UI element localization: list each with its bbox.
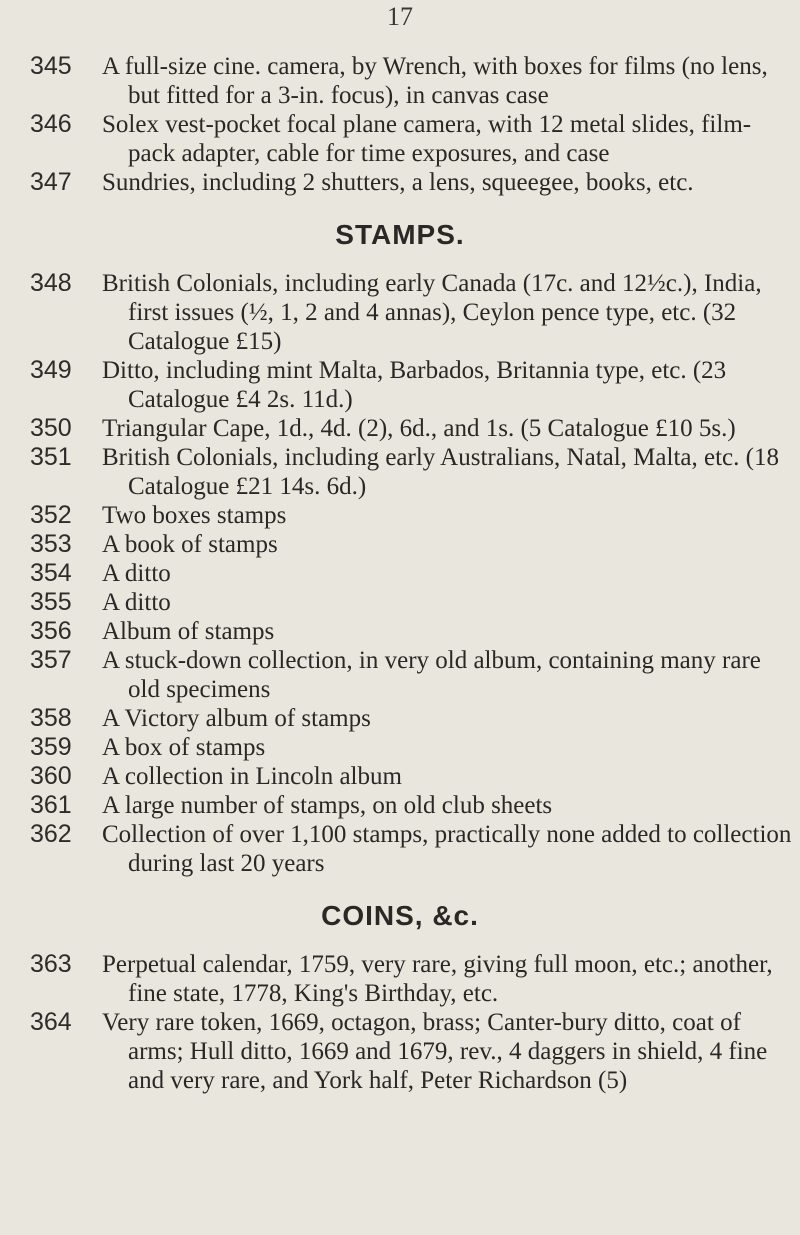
lot-description: A box of stamps	[102, 734, 266, 761]
lot-description: Very rare token, 1669, octagon, brass; Canter-bury ditto, coat of arms; Hull ditto, 1669 and 1679, rev., 4 daggers in shield, 4 fine and very rare, and York half, Peter Richardson (5)	[102, 1009, 768, 1094]
page-number: 17	[387, 2, 413, 31]
lot-number: 348	[30, 269, 72, 297]
lot-number: 345	[30, 52, 72, 80]
lot-description: A ditto	[102, 560, 171, 587]
section-heading-coins: COINS, &c.	[321, 900, 479, 931]
lot-number: 347	[30, 168, 72, 196]
lot-description: A stuck-down collection, in very old album, containing many rare old specimens	[102, 647, 761, 703]
lot-number: 351	[30, 443, 72, 471]
lot-number: 363	[30, 950, 72, 978]
lot-description: A full-size cine. camera, by Wrench, with boxes for films (no lens, but fitted for a 3-in. focus), in canvas case	[102, 53, 768, 109]
lot-description: Triangular Cape, 1d., 4d. (2), 6d., and 1s. (5 Catalogue £10 5s.)	[102, 415, 736, 442]
lot-description: Collection of over 1,100 stamps, practically none added to collection during last 20 years	[102, 821, 792, 877]
lot-number: 353	[30, 530, 72, 558]
lot-description: A Victory album of stamps	[102, 705, 371, 732]
lot-description: A collection in Lincoln album	[102, 763, 402, 790]
lot-description: Solex vest-pocket focal plane camera, with 12 metal slides, film-pack adapter, cable for time exposures, and case	[102, 111, 752, 167]
lot-description: A book of stamps	[102, 531, 278, 558]
lot-number: 355	[30, 588, 72, 616]
lot-number: 349	[30, 356, 72, 384]
lot-number: 352	[30, 501, 72, 529]
lot-description: A ditto	[102, 589, 171, 616]
lot-number: 360	[30, 762, 72, 790]
lot-description: British Colonials, including early Australians, Natal, Malta, etc. (18 Catalogue £21 14s. 6d.)	[102, 444, 779, 500]
lot-number: 361	[30, 791, 72, 819]
lot-number: 346	[30, 110, 72, 138]
lot-number: 358	[30, 704, 72, 732]
lot-description: Two boxes stamps	[102, 502, 287, 529]
lot-number: 354	[30, 559, 72, 587]
section-heading-stamps: STAMPS.	[335, 219, 465, 250]
lot-description: Ditto, including mint Malta, Barbados, Britannia type, etc. (23 Catalogue £4 2s. 11d.)	[102, 357, 727, 413]
lot-number: 364	[30, 1008, 72, 1036]
lot-number: 359	[30, 733, 72, 761]
lot-description: Sundries, including 2 shutters, a lens, squeegee, books, etc.	[102, 169, 694, 196]
lot-number: 362	[30, 820, 72, 848]
lot-description: Album of stamps	[102, 618, 275, 645]
lot-number: 350	[30, 414, 72, 442]
lot-description: Perpetual calendar, 1759, very rare, giving full moon, etc.; another, fine state, 1778, King's Birthday, etc.	[102, 951, 773, 1007]
lot-number: 357	[30, 646, 72, 674]
lot-description: A large number of stamps, on old club sheets	[102, 792, 553, 819]
lot-description: British Colonials, including early Canada (17c. and 12½c.), India, first issues (½, 1, 2 and 4 annas), Ceylon pence type, etc. (32 Catalogue £15)	[102, 270, 762, 355]
lot-number: 356	[30, 617, 72, 645]
